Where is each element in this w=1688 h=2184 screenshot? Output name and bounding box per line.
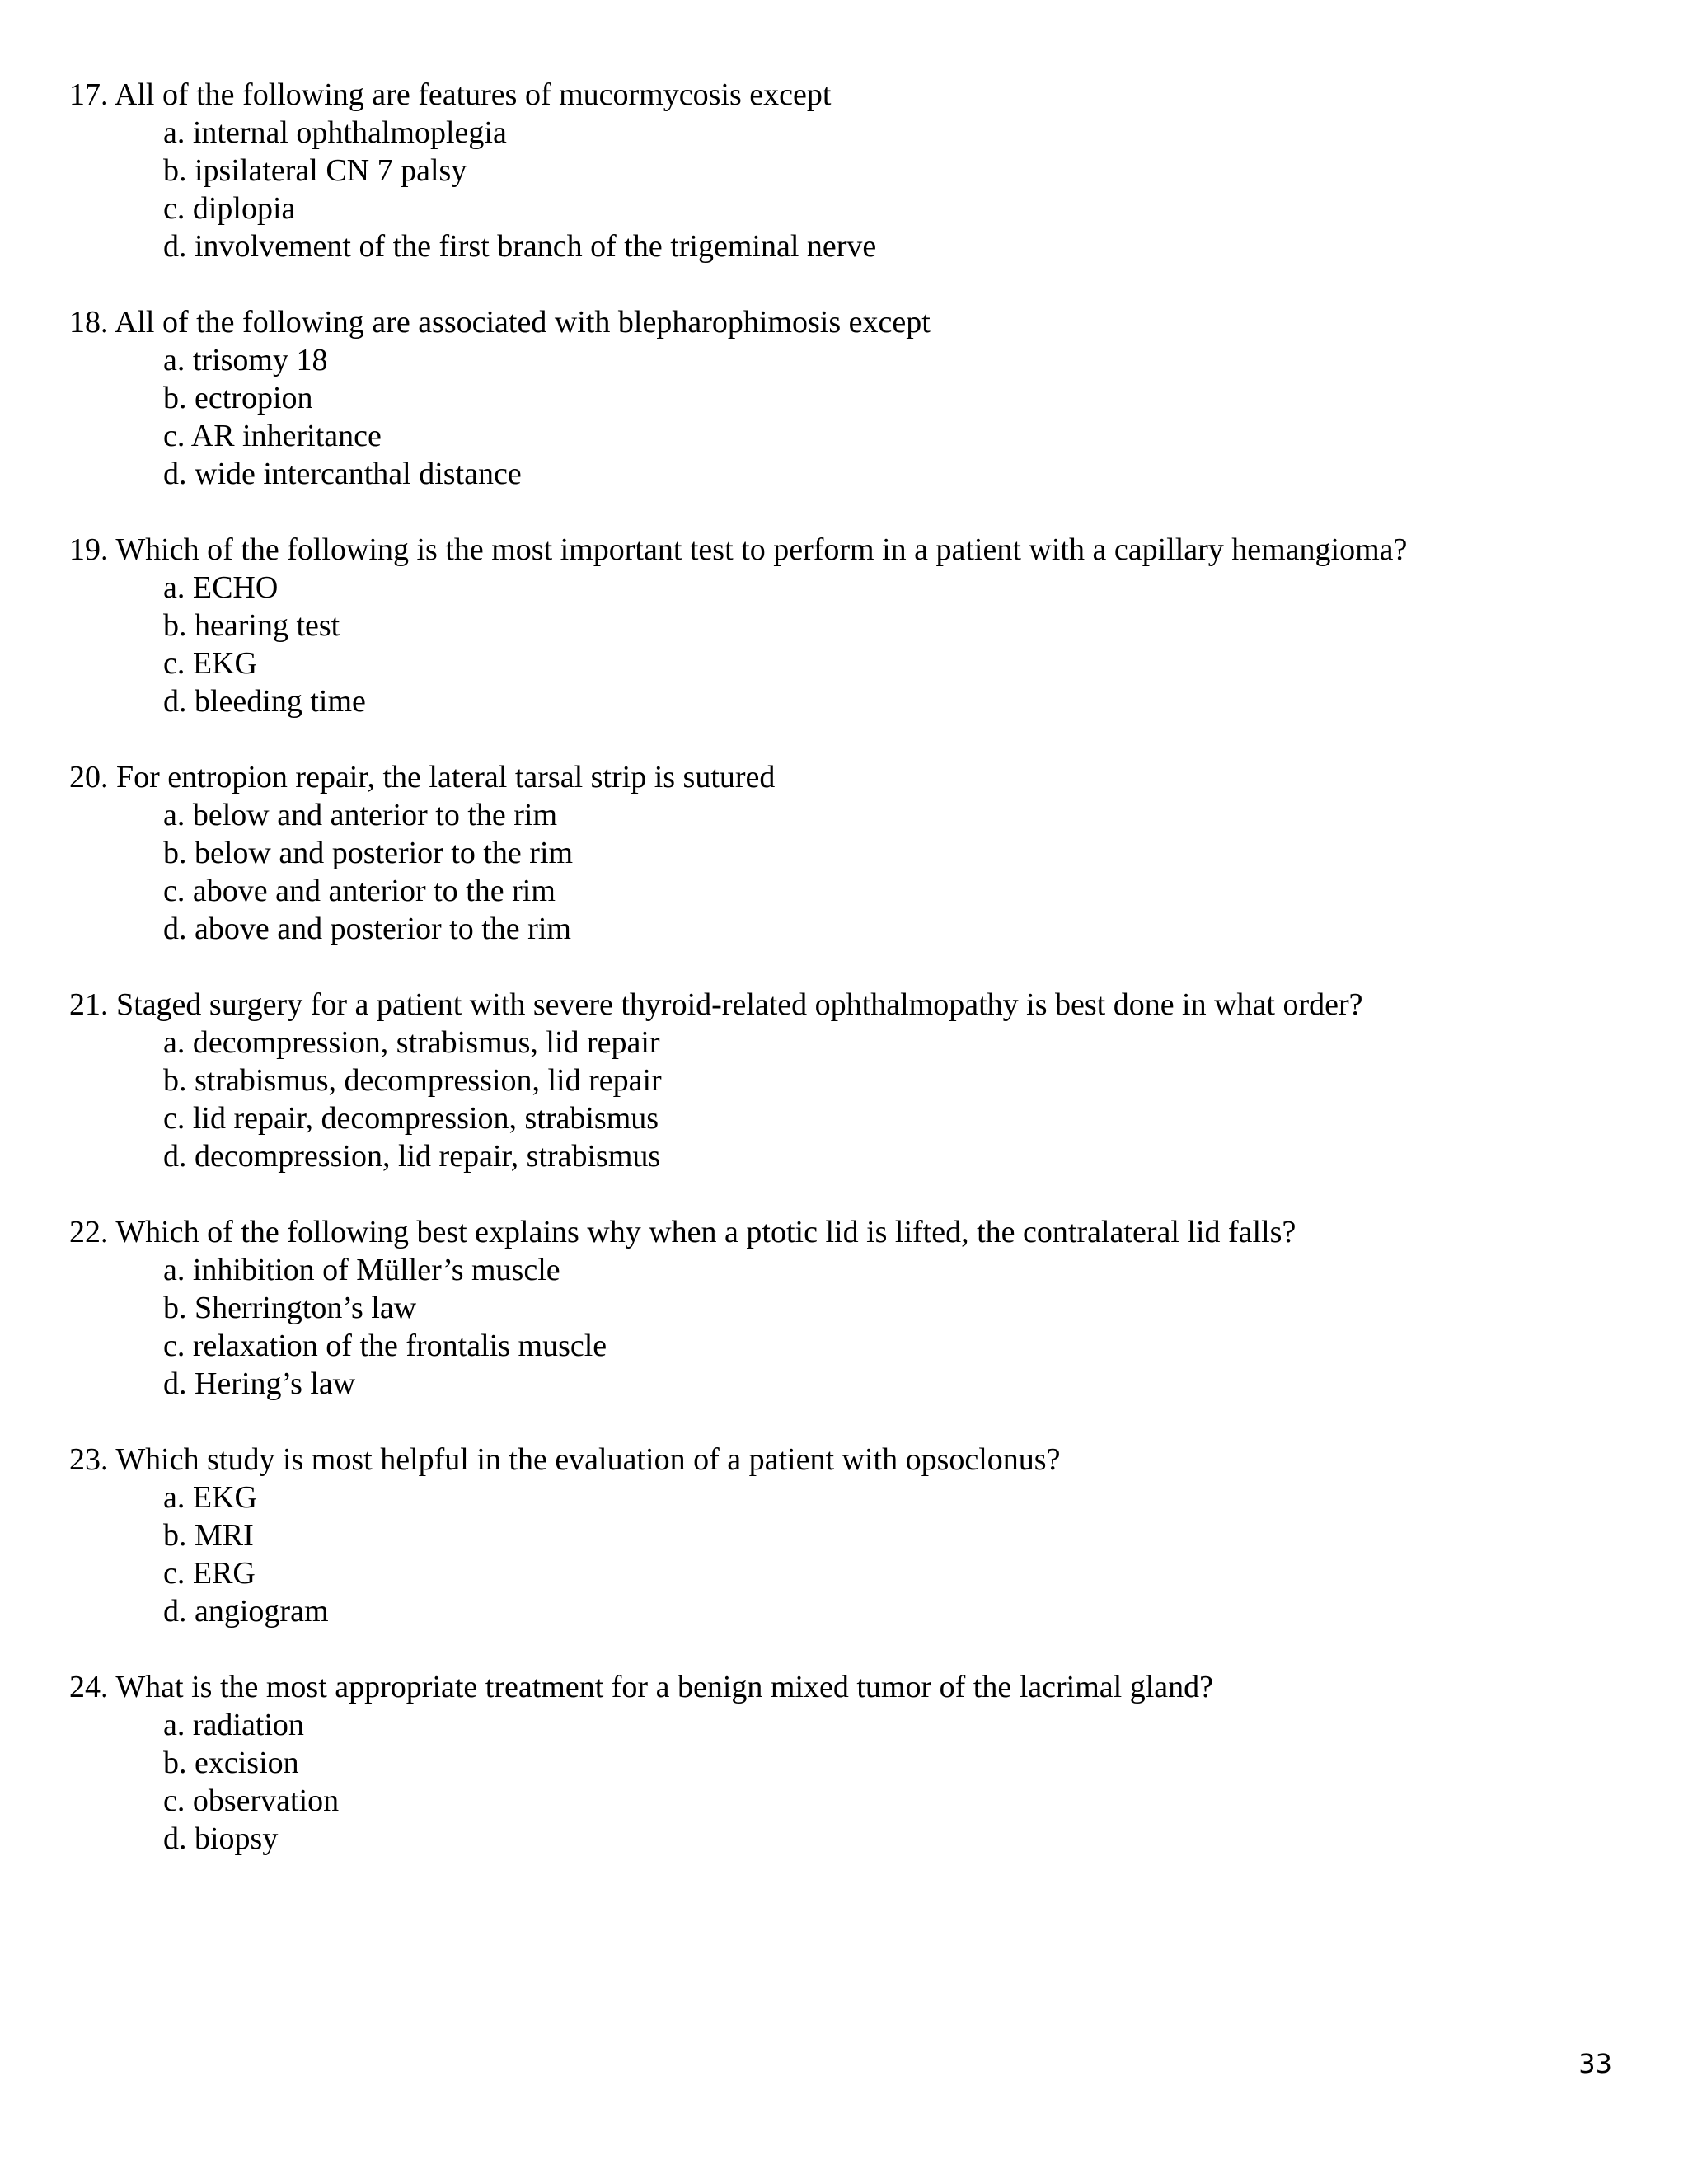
answer-options	[69, 1024, 1619, 1175]
page-number: 33	[1578, 2048, 1612, 2079]
answer-option-a: a. radiation	[163, 1708, 304, 1742]
question-stem: 17. All of the following are features of mucormycosis except	[69, 77, 832, 112]
answer-option-d: d. wide intercanthal distance	[163, 457, 522, 491]
answer-option-c: c. diplopia	[163, 191, 296, 226]
question-18	[69, 303, 1619, 493]
answer-options	[69, 1479, 1619, 1630]
answer-option-a: a. below and anterior to the rim	[163, 798, 558, 832]
answer-option-b: b. MRI	[163, 1518, 254, 1553]
answer-option-b: b. hearing test	[163, 608, 340, 643]
answer-options	[69, 796, 1619, 948]
answer-option-c: c. ERG	[163, 1556, 256, 1591]
question-20	[69, 758, 1619, 948]
question-stem: 20. For entropion repair, the lateral tarsal strip is sutured	[69, 760, 776, 794]
answer-option-a: a. trisomy 18	[163, 343, 328, 377]
answer-option-a: a. EKG	[163, 1480, 257, 1515]
answer-options	[69, 1251, 1619, 1403]
question-stem: 24. What is the most appropriate treatment for a benign mixed tumor of the lacrimal gland?	[69, 1670, 1213, 1704]
answer-option-d: d. involvement of the first branch of the trigeminal nerve	[163, 229, 877, 264]
answer-option-c: c. AR inheritance	[163, 419, 382, 453]
answer-option-a: a. inhibition of Müller’s muscle	[163, 1253, 560, 1287]
question-17	[69, 76, 1619, 265]
question-stem: 18. All of the following are associated with blepharophimosis except	[69, 305, 931, 340]
answer-options	[69, 341, 1619, 493]
question-24	[69, 1668, 1619, 1858]
question-21	[69, 986, 1619, 1175]
answer-option-b: b. ipsilateral CN 7 palsy	[163, 153, 467, 188]
question-23	[69, 1441, 1619, 1630]
answer-option-c: c. EKG	[163, 646, 257, 681]
answer-option-c: c. relaxation of the frontalis muscle	[163, 1329, 607, 1363]
answer-options	[69, 569, 1619, 720]
answer-option-b: b. Sherrington’s law	[163, 1291, 417, 1325]
answer-option-c: c. lid repair, decompression, strabismus	[163, 1101, 659, 1136]
answer-option-c: c. above and anterior to the rim	[163, 874, 556, 908]
answer-option-d: d. biopsy	[163, 1821, 279, 1856]
answer-option-d: d. decompression, lid repair, strabismus	[163, 1139, 661, 1174]
question-stem: 21. Staged surgery for a patient with severe thyroid-related ophthalmopathy is best done in what order?	[69, 987, 1363, 1022]
answer-option-a: a. internal ophthalmoplegia	[163, 115, 507, 150]
answer-option-b: b. excision	[163, 1746, 299, 1780]
question-stem: 22. Which of the following best explains why when a ptotic lid is lifted, the contralateral lid falls?	[69, 1215, 1296, 1249]
answer-options	[69, 1706, 1619, 1858]
question-22	[69, 1213, 1619, 1403]
answer-option-b: b. ectropion	[163, 381, 313, 415]
answer-option-c: c. observation	[163, 1783, 340, 1818]
answer-option-a: a. ECHO	[163, 570, 279, 605]
question-list	[69, 76, 1619, 1896]
question-19	[69, 531, 1619, 720]
question-stem: 23. Which study is most helpful in the evaluation of a patient with opsoclonus?	[69, 1442, 1061, 1477]
answer-option-b: b. below and posterior to the rim	[163, 836, 574, 870]
answer-options	[69, 114, 1619, 265]
answer-option-d: d. angiogram	[163, 1594, 329, 1629]
question-stem: 19. Which of the following is the most important test to perform in a patient with a capillary hemangioma?	[69, 532, 1408, 567]
answer-option-b: b. strabismus, decompression, lid repair	[163, 1063, 662, 1098]
answer-option-d: d. bleeding time	[163, 684, 366, 719]
answer-option-a: a. decompression, strabismus, lid repair	[163, 1025, 660, 1060]
answer-option-d: d. Hering’s law	[163, 1366, 356, 1401]
answer-option-d: d. above and posterior to the rim	[163, 912, 571, 946]
